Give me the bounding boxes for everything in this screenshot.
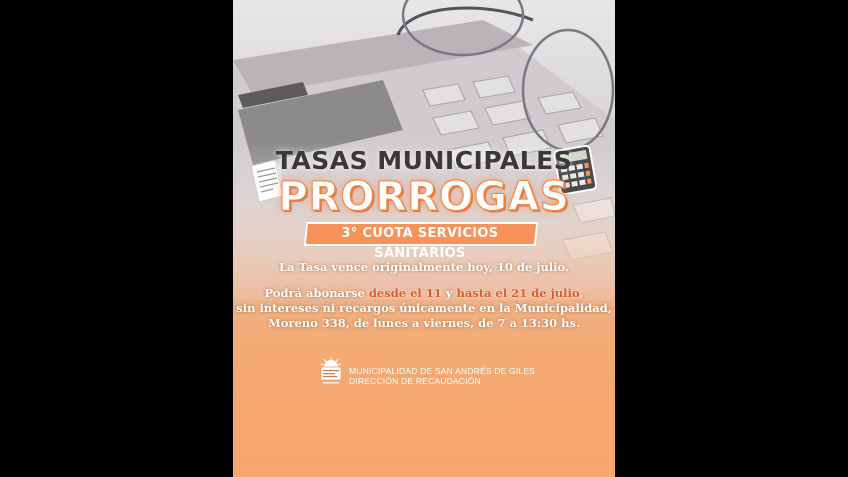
- municipal-logo: [319, 356, 343, 386]
- payment-period-text: [233, 286, 615, 300]
- payment-conditions-text: sin intereses ni recargos únicamente en la Municipalidad,: [236, 301, 612, 315]
- payment-period-intro: Podrá abonarse: [264, 286, 369, 300]
- poster: [233, 0, 615, 477]
- organization-line1: MUNICIPALIDAD DE SAN ANDRÉS DE GILES: [349, 366, 536, 376]
- organization-line2: DIRECCIÓN DE RECAUDACIÓN: [349, 376, 481, 386]
- payment-start-date: desde el 11: [368, 286, 442, 300]
- payment-period-connector: y: [441, 286, 457, 300]
- due-date-text: La Tasa vence originalmente hoy, 10 de julio.: [279, 260, 569, 274]
- payment-period-comma: ,: [579, 286, 584, 300]
- poster-content: [233, 0, 615, 477]
- payment-end-date: hasta el 21 de julio: [456, 286, 580, 300]
- cuota-badge: [304, 222, 539, 261]
- organization-name: [349, 366, 535, 386]
- payment-location-text: Moreno 338, de lunes a viernes, de 7 a 13:30 hs.: [267, 316, 581, 330]
- cuota-badge-label: 3° CUOTA SERVICIOS SANITARIOS: [341, 226, 499, 261]
- title-prorrogas: PRORROGAS: [278, 174, 570, 220]
- title-tasas-municipales: TASAS MUNICIPALES: [275, 146, 573, 175]
